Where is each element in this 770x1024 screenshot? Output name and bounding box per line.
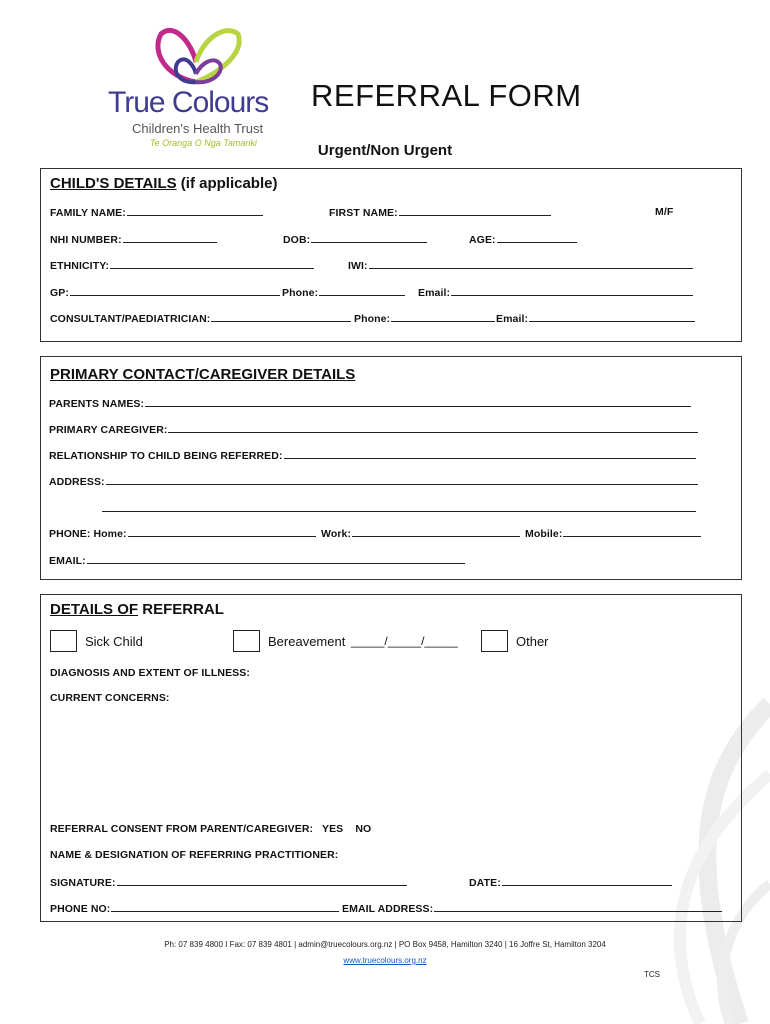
first-name-field[interactable]: FIRST NAME: bbox=[329, 206, 551, 219]
iwi-field[interactable]: IWI: bbox=[348, 259, 693, 272]
age-field[interactable]: AGE: bbox=[469, 233, 577, 246]
phone-home-field[interactable]: PHONE: Home: bbox=[49, 527, 316, 540]
diagnosis-field[interactable]: DIAGNOSIS AND EXTENT OF ILLNESS: bbox=[50, 667, 250, 679]
primary-contact-section bbox=[40, 356, 742, 580]
primary-contact-heading: PRIMARY CONTACT/CAREGIVER DETAILS bbox=[50, 366, 356, 383]
sick-child-label: Sick Child bbox=[85, 634, 143, 649]
referral-details-heading: DETAILS OF REFERRAL bbox=[50, 601, 224, 618]
logo-name: True Colours bbox=[108, 86, 269, 119]
footer-contact: Ph: 07 839 4800 I Fax: 07 839 4801 | admin@truecolours.org.nz | PO Box 9458, Hamilton 3240 | 16 Joffre St, Hamilton 3204 bbox=[164, 940, 606, 949]
date-field[interactable]: DATE: bbox=[469, 876, 672, 889]
consultant-field[interactable]: CONSULTANT/PAEDIATRICIAN: bbox=[50, 312, 351, 325]
parents-names-field[interactable]: PARENTS NAMES: bbox=[49, 397, 691, 410]
bereavement-label: Bereavement bbox=[268, 634, 346, 649]
form-title: REFERRAL FORM bbox=[311, 78, 582, 113]
logo-tagline: Te Oranga O Nga Tamariki bbox=[150, 138, 257, 148]
true-colours-logo bbox=[108, 22, 298, 148]
referring-practitioner-field[interactable]: NAME & DESIGNATION OF REFERRING PRACTITIONER: bbox=[50, 849, 339, 861]
phone-no-field[interactable]: PHONE NO: bbox=[50, 902, 339, 915]
referral-consent-field[interactable]: REFERRAL CONSENT FROM PARENT/CAREGIVER: YES NO bbox=[50, 823, 372, 835]
nhi-number-field[interactable]: NHI NUMBER: bbox=[50, 233, 217, 246]
other-checkbox[interactable] bbox=[481, 630, 508, 652]
butterfly-icon bbox=[146, 22, 246, 90]
footer-code: TCS bbox=[644, 970, 660, 979]
email-field[interactable]: EMAIL: bbox=[49, 554, 465, 567]
bereavement-checkbox[interactable] bbox=[233, 630, 260, 652]
family-name-field[interactable]: FAMILY NAME: bbox=[50, 206, 263, 219]
referral-details-section bbox=[40, 594, 742, 922]
relationship-field[interactable]: RELATIONSHIP TO CHILD BEING REFERRED: bbox=[49, 449, 696, 462]
bereavement-date-field[interactable]: _____/_____/_____ bbox=[351, 634, 458, 648]
address-field[interactable]: ADDRESS: bbox=[49, 475, 698, 488]
childs-details-section bbox=[40, 168, 742, 342]
sick-child-checkbox[interactable] bbox=[50, 630, 77, 652]
urgency-label: Urgent/Non Urgent bbox=[317, 142, 453, 159]
other-label: Other bbox=[516, 634, 549, 649]
signature-field[interactable]: SIGNATURE: bbox=[50, 876, 407, 889]
phone-work-field[interactable]: Work: bbox=[321, 527, 520, 540]
consultant-email-field[interactable]: Email: bbox=[496, 312, 695, 325]
childs-details-heading: CHILD'S DETAILS (if applicable) bbox=[50, 175, 278, 192]
dob-field[interactable]: DOB: bbox=[283, 233, 427, 246]
gp-field[interactable]: GP: bbox=[50, 286, 280, 299]
email-address-field[interactable]: EMAIL ADDRESS: bbox=[342, 902, 722, 915]
footer-website-link[interactable]: www.truecolours.org.nz bbox=[343, 956, 427, 965]
current-concerns-field[interactable]: CURRENT CONCERNS: bbox=[50, 692, 170, 704]
address-line-2[interactable] bbox=[101, 502, 696, 515]
consultant-phone-field[interactable]: Phone: bbox=[354, 312, 495, 325]
logo-subtitle: Children's Health Trust bbox=[132, 121, 264, 136]
phone-mobile-field[interactable]: Mobile: bbox=[525, 527, 701, 540]
ethnicity-field[interactable]: ETHNICITY: bbox=[50, 259, 314, 272]
primary-caregiver-field[interactable]: PRIMARY CAREGIVER: bbox=[49, 423, 698, 436]
gp-email-field[interactable]: Email: bbox=[418, 286, 693, 299]
gp-phone-field[interactable]: Phone: bbox=[282, 286, 405, 299]
sex-field[interactable]: M/F bbox=[655, 206, 674, 218]
